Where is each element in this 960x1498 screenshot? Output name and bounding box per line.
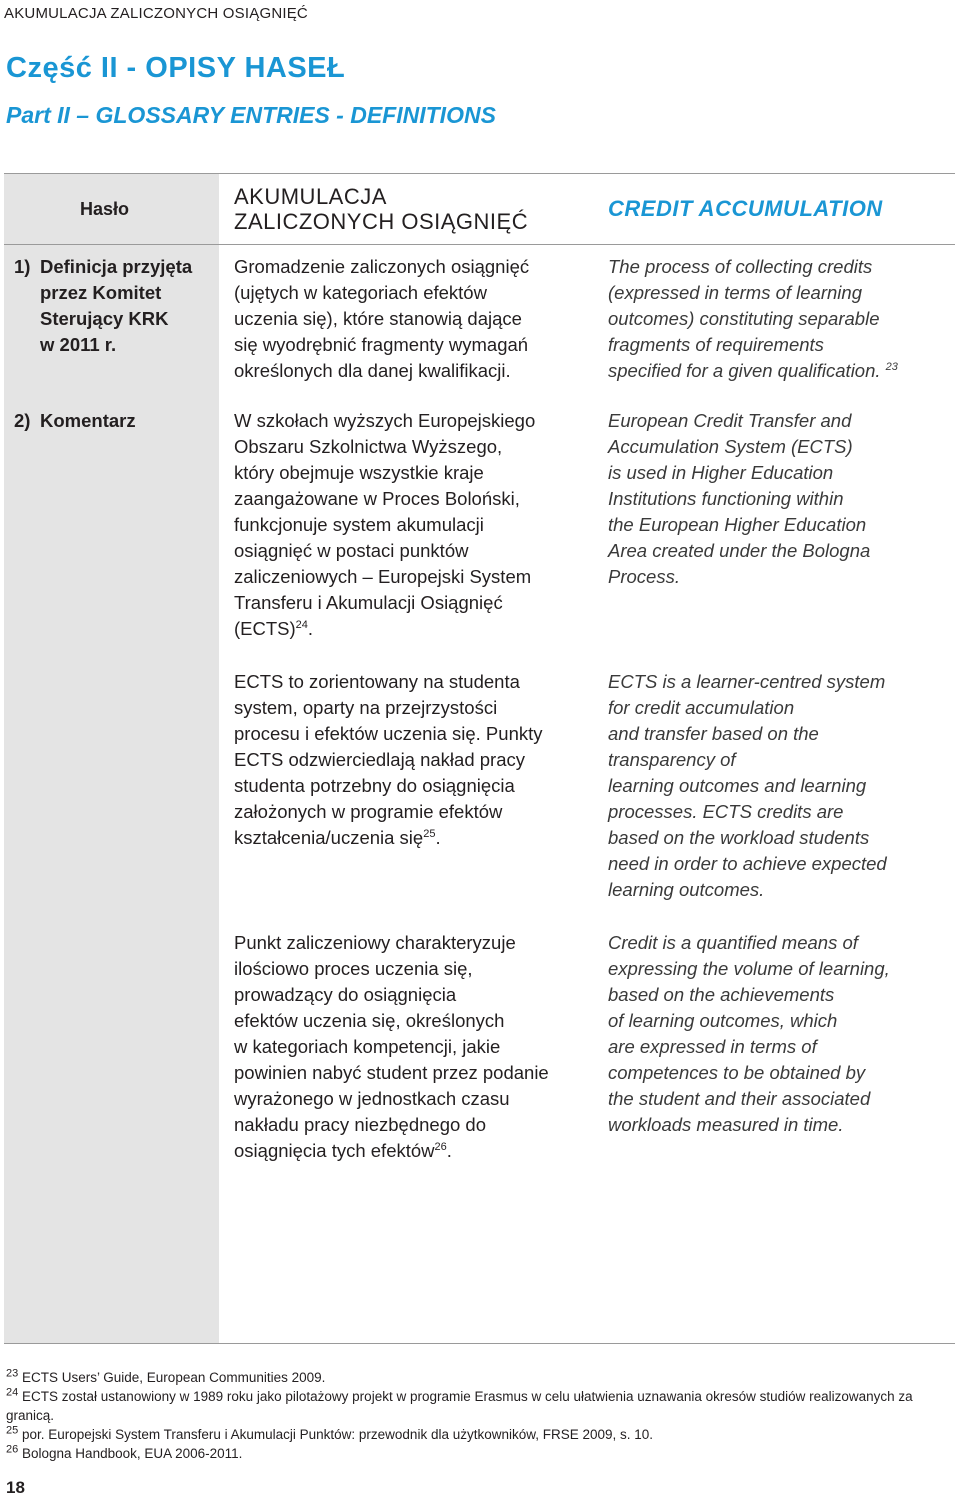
footnote-ref: 24: [295, 618, 308, 631]
text-line: efektów uczenia się, określonych: [234, 1010, 505, 1031]
text-line: który obejmuje wszystkie kraje: [234, 462, 484, 483]
text-fragment: (ECTS): [234, 618, 296, 639]
footnote-text: por. Europejski System Transferu i Akumulacji Punktów: przewodnik dla użytkowników, FRSE 2009, s. 10.: [22, 1427, 654, 1442]
text-line: studenta potrzebny do osiągnięcia: [234, 775, 515, 796]
text-line: and transfer based on the: [608, 723, 819, 744]
header-term-polish-line: AKUMULACJA: [234, 184, 387, 209]
row1-label-line: [14, 254, 214, 280]
text-line: funkcjonuje system akumulacji: [234, 514, 484, 535]
part-title: Część II - OPISY HASEŁ: [6, 52, 346, 84]
row1-label-text: Definicja przyjęta: [40, 256, 193, 277]
footnote-number: 23: [6, 1367, 19, 1380]
text-line: zaliczeniowych – Europejski System: [234, 566, 532, 587]
text-line: się wyodrębnić fragmenty wymagań: [234, 334, 529, 355]
text-line: system, oparty na przejrzystości: [234, 697, 498, 718]
row1-definition-polish: [234, 254, 584, 384]
text-line: are expressed in terms of: [608, 1036, 817, 1057]
text-line: (expressed in terms of learning: [608, 282, 862, 303]
footnote-number: 25: [6, 1424, 19, 1437]
text-line: procesu i efektów uczenia się. Punkty: [234, 723, 543, 744]
row1-label-line: w 2011 r.: [40, 334, 117, 355]
text-line: the European Higher Education: [608, 514, 867, 535]
part-subtitle: Part II – GLOSSARY ENTRIES - DEFINITIONS: [6, 102, 496, 128]
row2-number: 2): [14, 410, 31, 431]
footnote-ref: 25: [423, 827, 436, 840]
text-line: (ujętych w kategoriach efektów: [234, 282, 487, 303]
footnote-number: 24: [6, 1386, 19, 1399]
row2-label-text: Komentarz: [40, 410, 136, 431]
text-fragment: kształcenia/uczenia się: [234, 827, 424, 848]
text-line: Transferu i Akumulacji Osiągnięć: [234, 592, 503, 613]
row1-number: 1): [14, 256, 31, 277]
row1-label: [14, 254, 214, 358]
text-fragment: osiągnięcia tych efektów: [234, 1140, 435, 1161]
text-line: based on the workload students: [608, 827, 870, 848]
header-term-english: CREDIT ACCUMULATION: [608, 196, 883, 221]
text-line: [234, 616, 584, 642]
text-line: powinien nabyć student przez podanie: [234, 1062, 549, 1083]
footnote: [6, 1387, 951, 1425]
text-line: Area created under the Bologna: [608, 540, 871, 561]
text-line: for credit accumulation: [608, 697, 795, 718]
text-line: fragments of requirements: [608, 334, 824, 355]
footnote-text: Bologna Handbook, EUA 2006-2011.: [22, 1446, 243, 1461]
text-line: Punkt zaliczeniowy charakteryzuje: [234, 932, 516, 953]
text-line: the student and their associated: [608, 1088, 871, 1109]
text-line: Institutions functioning within: [608, 488, 844, 509]
text-line: W szkołach wyższych Europejskiego: [234, 410, 536, 431]
row1-label-line: przez Komitet: [40, 282, 162, 303]
text-line: Process.: [608, 566, 680, 587]
text-line: need in order to achieve expected: [608, 853, 887, 874]
text-line: określonych dla danej kwalifikacji.: [234, 360, 511, 381]
text-line: uczenia się), które stanowią dające: [234, 308, 522, 329]
text-line: competences to be obtained by: [608, 1062, 866, 1083]
footnote-ref: 23: [885, 360, 898, 373]
footnote-text: ECTS Users’ Guide, European Communities 2009.: [22, 1370, 326, 1385]
text-line: Credit is a quantified means of: [608, 932, 858, 953]
row2-comment-polish-p3: [234, 930, 584, 1164]
text-line: European Credit Transfer and: [608, 410, 852, 431]
footnote-text: ECTS został ustanowiony w 1989 roku jako pilotażowy projekt w programie Erasmus w celu ułatwienia uznawania okresów studiów realizowanych za granicą.: [6, 1389, 913, 1423]
text-line: ilościowo proces uczenia się,: [234, 958, 473, 979]
text-fragment: .: [307, 618, 314, 639]
footnote: [6, 1425, 951, 1444]
text-line: learning outcomes.: [608, 879, 765, 900]
row1-label-line: Sterujący KRK: [40, 308, 169, 329]
text-line: transparency of: [608, 749, 736, 770]
text-line: ECTS to zorientowany na studenta: [234, 671, 520, 692]
footnote-number: 26: [6, 1443, 19, 1456]
text-line: learning outcomes and learning: [608, 775, 867, 796]
text-fragment: .: [435, 827, 441, 848]
footnote: [6, 1444, 951, 1463]
text-line: prowadzący do osiągnięcia: [234, 984, 457, 1005]
text-line: outcomes) constituting separable: [608, 308, 880, 329]
row2-comment-english-p2: [608, 669, 938, 903]
text-line: wyrażonego w jednostkach czasu: [234, 1088, 510, 1109]
row1-definition-english: [608, 254, 938, 384]
text-line: of learning outcomes, which: [608, 1010, 838, 1031]
text-line: Gromadzenie zaliczonych osiągnięć: [234, 256, 530, 277]
text-line: The process of collecting credits: [608, 256, 873, 277]
text-line: założonych w programie efektów: [234, 801, 503, 822]
text-line: based on the achievements: [608, 984, 835, 1005]
header-label: Hasło: [80, 199, 130, 219]
table-bottom-rule: [4, 1343, 955, 1344]
row2-comment-polish-p2: [234, 669, 584, 851]
running-header: AKUMULACJA ZALICZONYCH OSIĄGNIĘĆ: [4, 5, 308, 22]
text-line: Obszaru Szkolnictwa Wyższego,: [234, 436, 503, 457]
footnote-ref: 26: [434, 1140, 447, 1153]
table-top-rule: [4, 173, 955, 174]
header-term-polish: [234, 184, 564, 234]
text-line: Accumulation System (ECTS): [608, 436, 853, 457]
footnotes: [6, 1368, 951, 1463]
text-line: [234, 1138, 584, 1164]
footnote: [6, 1368, 951, 1387]
text-line: is used in Higher Education: [608, 462, 834, 483]
text-line: ECTS odzwierciedlają nakład pracy: [234, 749, 525, 770]
text-line: zaangażowane w Proces Boloński,: [234, 488, 520, 509]
text-line: workloads measured in time.: [608, 1114, 844, 1135]
text-line: processes. ECTS credits are: [608, 801, 844, 822]
text-line: [608, 358, 938, 384]
table-header-rule: [4, 244, 955, 245]
text-fragment: specified for a given qualification.: [608, 360, 881, 381]
text-line: osiągnięć w postaci punktów: [234, 540, 469, 561]
text-line: nakładu pracy niezbędnego do: [234, 1114, 486, 1135]
row2-comment-english-p1: [608, 408, 938, 590]
text-line: w kategoriach kompetencji, jakie: [234, 1036, 501, 1057]
page-number: 18: [6, 1478, 25, 1497]
text-line: [234, 825, 584, 851]
row2-comment-polish-p1: [234, 408, 584, 642]
header-term-polish-line: ZALICZONYCH OSIĄGNIĘĆ: [234, 209, 529, 234]
row2-comment-english-p3: [608, 930, 938, 1138]
text-line: expressing the volume of learning,: [608, 958, 890, 979]
text-line: ECTS is a learner-centred system: [608, 671, 886, 692]
row2-label: [14, 408, 136, 434]
text-fragment: .: [446, 1140, 452, 1161]
